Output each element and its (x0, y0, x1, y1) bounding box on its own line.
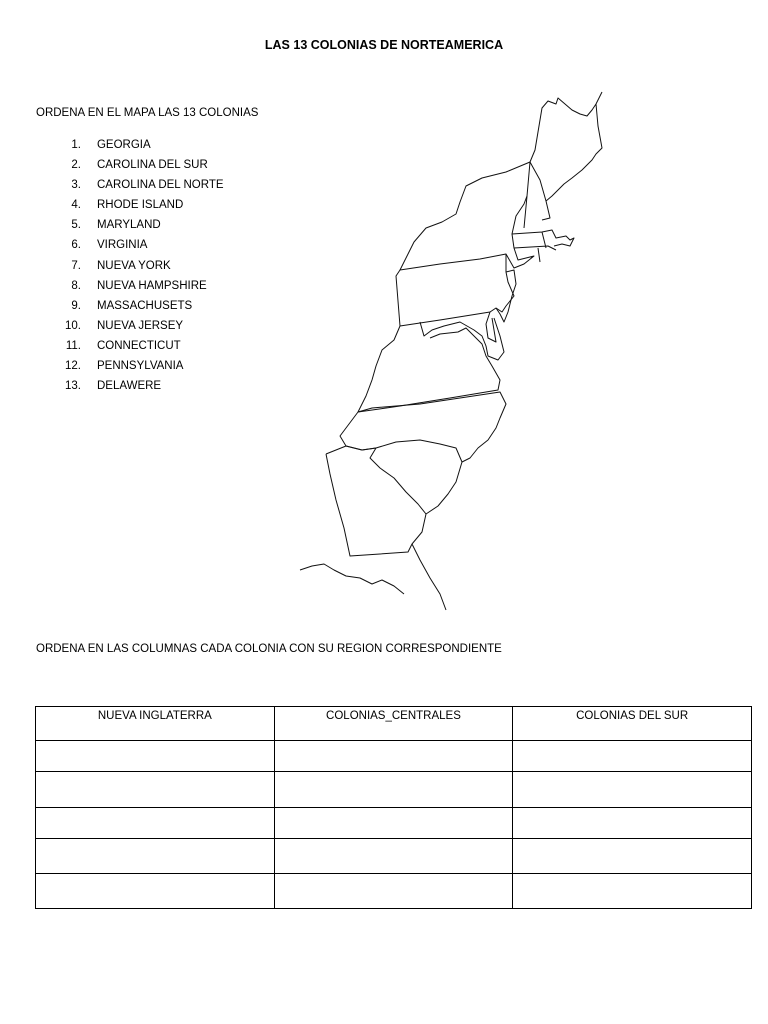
column-header-colonias-del-sur: COLONIAS DEL SUR (513, 707, 752, 741)
list-item: 6. VIRGINIA (71, 239, 148, 252)
list-item: 10. NUEVA JERSEY (65, 319, 184, 332)
table-instruction: ORDENA EN LAS COLUMNAS CADA COLONIA CON SU REGION CORRESPONDIENTE (36, 643, 502, 655)
table-row (36, 741, 752, 772)
table-cell[interactable] (36, 741, 275, 772)
map-instruction: ORDENA EN EL MAPA LAS 13 COLONIAS (36, 107, 259, 119)
list-item: 9. MASSACHUSETS (71, 299, 193, 312)
list-item: 12. PENNSYLVANIA (65, 360, 184, 373)
list-item: 11. CONNECTICUT (65, 339, 181, 352)
table-row (36, 808, 752, 839)
table-cell[interactable] (36, 839, 275, 874)
table-cell[interactable] (513, 808, 752, 839)
region-table (35, 706, 752, 909)
table-cell[interactable] (36, 874, 275, 909)
list-item: 2. CAROLINA DEL SUR (71, 159, 208, 172)
table-cell[interactable] (274, 808, 513, 839)
table-cell[interactable] (274, 874, 513, 909)
list-item: 5. MARYLAND (71, 219, 161, 232)
table-cell[interactable] (36, 772, 275, 808)
list-item: 4. RHODE ISLAND (71, 199, 184, 212)
colony-list (52, 138, 224, 399)
table-row (36, 839, 752, 874)
list-item: 1. GEORGIA (71, 139, 151, 151)
table-cell[interactable] (274, 772, 513, 808)
page-title: LAS 13 COLONIAS DE NORTEAMERICA (264, 38, 504, 52)
list-item: 7. NUEVA YORK (71, 259, 171, 272)
table-cell[interactable] (274, 741, 513, 772)
table-header-row (36, 707, 752, 741)
table-cell[interactable] (513, 839, 752, 874)
column-header-nueva-inglaterra: NUEVA INGLATERRA (36, 707, 275, 741)
table-cell[interactable] (274, 839, 513, 874)
table-row (36, 772, 752, 808)
list-item: 8. NUEVA HAMPSHIRE (71, 279, 207, 292)
table-cell[interactable] (513, 772, 752, 808)
list-item: 13. DELAWERE (65, 380, 162, 393)
column-header-colonias-centrales: COLONIAS_CENTRALES (274, 707, 513, 741)
colonies-outline-map (296, 88, 616, 612)
table-row (36, 874, 752, 909)
table-cell[interactable] (36, 808, 275, 839)
table-cell[interactable] (513, 741, 752, 772)
table-cell[interactable] (513, 874, 752, 909)
list-item: 3. CAROLINA DEL NORTE (71, 179, 224, 192)
